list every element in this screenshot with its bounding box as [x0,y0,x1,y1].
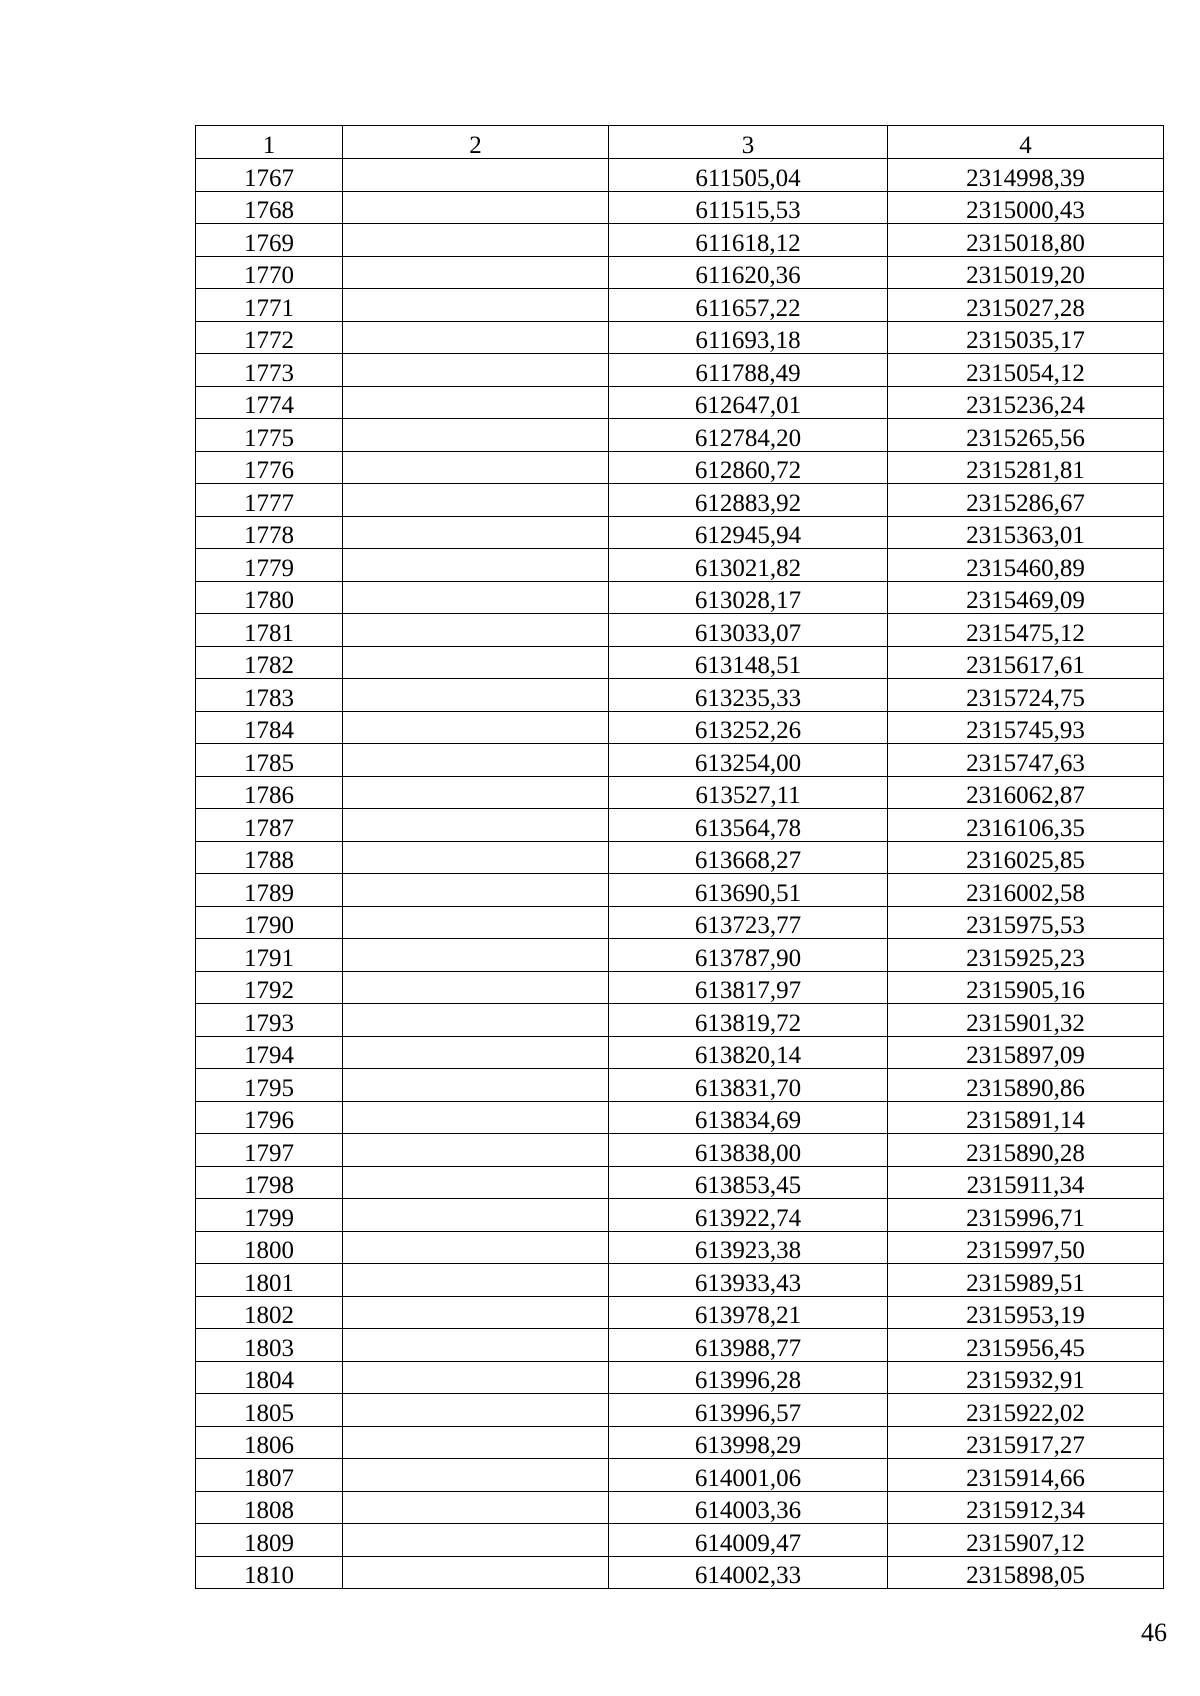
x-coordinate-cell: 614003,36 [609,1491,888,1524]
table-row [196,1524,1164,1557]
y-coordinate-cell: 2315997,50 [888,1231,1164,1264]
table-row [196,809,1164,842]
table-row [196,386,1164,419]
empty-cell [343,679,609,712]
y-coordinate-cell: 2315905,16 [888,971,1164,1004]
table-row [196,159,1164,192]
empty-cell [343,1231,609,1264]
point-number-cell: 1772 [196,321,343,354]
table-row [196,1166,1164,1199]
empty-cell [343,581,609,614]
x-coordinate-cell: 613853,45 [609,1166,888,1199]
y-coordinate-cell: 2316002,58 [888,874,1164,907]
y-coordinate-cell: 2315925,23 [888,939,1164,972]
x-coordinate-cell: 613787,90 [609,939,888,972]
table-row [196,549,1164,582]
empty-cell [343,354,609,387]
x-coordinate-cell: 613978,21 [609,1296,888,1329]
y-coordinate-cell: 2315018,80 [888,224,1164,257]
point-number-cell: 1767 [196,159,343,192]
x-coordinate-cell: 611693,18 [609,321,888,354]
x-coordinate-cell: 613820,14 [609,1036,888,1069]
y-coordinate-cell: 2315897,09 [888,1036,1164,1069]
x-coordinate-cell: 614009,47 [609,1524,888,1557]
point-number-cell: 1788 [196,841,343,874]
table-row [196,906,1164,939]
empty-cell [343,646,609,679]
point-number-cell: 1780 [196,581,343,614]
empty-cell [343,1101,609,1134]
point-number-cell: 1776 [196,451,343,484]
y-coordinate-cell: 2315363,01 [888,516,1164,549]
coordinates-table [195,125,1164,1589]
table-header-row [196,126,1164,159]
x-coordinate-cell: 611620,36 [609,256,888,289]
point-number-cell: 1778 [196,516,343,549]
x-coordinate-cell: 613831,70 [609,1069,888,1102]
empty-cell [343,321,609,354]
empty-cell [343,614,609,647]
empty-cell [343,1459,609,1492]
table-row [196,1134,1164,1167]
table-row [196,354,1164,387]
y-coordinate-cell: 2315914,66 [888,1459,1164,1492]
x-coordinate-cell: 612883,92 [609,484,888,517]
column-header-2: 2 [343,126,609,159]
y-coordinate-cell: 2314998,39 [888,159,1164,192]
y-coordinate-cell: 2315890,86 [888,1069,1164,1102]
table-row [196,516,1164,549]
point-number-cell: 1787 [196,809,343,842]
table-row [196,744,1164,777]
table-row [196,971,1164,1004]
empty-cell [343,1329,609,1362]
x-coordinate-cell: 613148,51 [609,646,888,679]
table-row [196,1459,1164,1492]
table-row [196,646,1164,679]
y-coordinate-cell: 2315745,93 [888,711,1164,744]
empty-cell [343,906,609,939]
point-number-cell: 1802 [196,1296,343,1329]
x-coordinate-cell: 614002,33 [609,1556,888,1589]
point-number-cell: 1792 [196,971,343,1004]
point-number-cell: 1786 [196,776,343,809]
empty-cell [343,1394,609,1427]
point-number-cell: 1781 [196,614,343,647]
x-coordinate-cell: 613028,17 [609,581,888,614]
point-number-cell: 1800 [196,1231,343,1264]
y-coordinate-cell: 2315912,34 [888,1491,1164,1524]
y-coordinate-cell: 2315891,14 [888,1101,1164,1134]
x-coordinate-cell: 613988,77 [609,1329,888,1362]
y-coordinate-cell: 2315932,91 [888,1361,1164,1394]
empty-cell [343,256,609,289]
x-coordinate-cell: 612860,72 [609,451,888,484]
empty-cell [343,1069,609,1102]
x-coordinate-cell: 611788,49 [609,354,888,387]
column-header-1: 1 [196,126,343,159]
point-number-cell: 1803 [196,1329,343,1362]
empty-cell [343,809,609,842]
table-row [196,711,1164,744]
column-header-3: 3 [609,126,888,159]
point-number-cell: 1797 [196,1134,343,1167]
empty-cell [343,1491,609,1524]
table-row [196,1199,1164,1232]
empty-cell [343,451,609,484]
empty-cell [343,1524,609,1557]
table-row [196,289,1164,322]
table-row [196,1231,1164,1264]
y-coordinate-cell: 2315890,28 [888,1134,1164,1167]
point-number-cell: 1793 [196,1004,343,1037]
x-coordinate-cell: 612784,20 [609,419,888,452]
point-number-cell: 1784 [196,711,343,744]
table-row [196,1264,1164,1297]
point-number-cell: 1810 [196,1556,343,1589]
table-row [196,1394,1164,1427]
point-number-cell: 1773 [196,354,343,387]
empty-cell [343,939,609,972]
point-number-cell: 1804 [196,1361,343,1394]
y-coordinate-cell: 2315747,63 [888,744,1164,777]
y-coordinate-cell: 2315000,43 [888,191,1164,224]
empty-cell [343,1426,609,1459]
page-number: 46 [1141,1618,1167,1647]
x-coordinate-cell: 613254,00 [609,744,888,777]
x-coordinate-cell: 611505,04 [609,159,888,192]
x-coordinate-cell: 613923,38 [609,1231,888,1264]
point-number-cell: 1791 [196,939,343,972]
y-coordinate-cell: 2315975,53 [888,906,1164,939]
empty-cell [343,386,609,419]
y-coordinate-cell: 2315911,34 [888,1166,1164,1199]
table-row [196,1004,1164,1037]
point-number-cell: 1774 [196,386,343,419]
point-number-cell: 1769 [196,224,343,257]
table-row [196,614,1164,647]
point-number-cell: 1785 [196,744,343,777]
table-row [196,321,1164,354]
empty-cell [343,1556,609,1589]
table-row [196,776,1164,809]
point-number-cell: 1809 [196,1524,343,1557]
point-number-cell: 1808 [196,1491,343,1524]
x-coordinate-cell: 613668,27 [609,841,888,874]
point-number-cell: 1806 [196,1426,343,1459]
y-coordinate-cell: 2316106,35 [888,809,1164,842]
table-row [196,1101,1164,1134]
table-row [196,939,1164,972]
y-coordinate-cell: 2315898,05 [888,1556,1164,1589]
y-coordinate-cell: 2315054,12 [888,354,1164,387]
y-coordinate-cell: 2315989,51 [888,1264,1164,1297]
empty-cell [343,159,609,192]
y-coordinate-cell: 2315917,27 [888,1426,1164,1459]
point-number-cell: 1789 [196,874,343,907]
table-row [196,1556,1164,1589]
x-coordinate-cell: 612647,01 [609,386,888,419]
empty-cell [343,1296,609,1329]
x-coordinate-cell: 613933,43 [609,1264,888,1297]
point-number-cell: 1801 [196,1264,343,1297]
table-row [196,874,1164,907]
y-coordinate-cell: 2315236,24 [888,386,1164,419]
table-row [196,1491,1164,1524]
table-row [196,679,1164,712]
empty-cell [343,744,609,777]
x-coordinate-cell: 613817,97 [609,971,888,1004]
empty-cell [343,776,609,809]
x-coordinate-cell: 612945,94 [609,516,888,549]
empty-cell [343,1134,609,1167]
x-coordinate-cell: 611657,22 [609,289,888,322]
empty-cell [343,289,609,322]
point-number-cell: 1799 [196,1199,343,1232]
y-coordinate-cell: 2315035,17 [888,321,1164,354]
point-number-cell: 1775 [196,419,343,452]
table-row [196,1361,1164,1394]
empty-cell [343,419,609,452]
empty-cell [343,549,609,582]
table-row [196,1069,1164,1102]
y-coordinate-cell: 2315460,89 [888,549,1164,582]
column-header-4: 4 [888,126,1164,159]
x-coordinate-cell: 613996,57 [609,1394,888,1427]
point-number-cell: 1794 [196,1036,343,1069]
table-row [196,256,1164,289]
point-number-cell: 1771 [196,289,343,322]
point-number-cell: 1805 [196,1394,343,1427]
empty-cell [343,1036,609,1069]
empty-cell [343,224,609,257]
empty-cell [343,516,609,549]
y-coordinate-cell: 2316025,85 [888,841,1164,874]
y-coordinate-cell: 2315469,09 [888,581,1164,614]
empty-cell [343,1166,609,1199]
y-coordinate-cell: 2315953,19 [888,1296,1164,1329]
empty-cell [343,841,609,874]
point-number-cell: 1779 [196,549,343,582]
x-coordinate-cell: 613235,33 [609,679,888,712]
table-row [196,224,1164,257]
empty-cell [343,1361,609,1394]
x-coordinate-cell: 613998,29 [609,1426,888,1459]
x-coordinate-cell: 613021,82 [609,549,888,582]
table-row [196,1329,1164,1362]
table-row [196,581,1164,614]
y-coordinate-cell: 2315286,67 [888,484,1164,517]
x-coordinate-cell: 613819,72 [609,1004,888,1037]
x-coordinate-cell: 611515,53 [609,191,888,224]
point-number-cell: 1777 [196,484,343,517]
empty-cell [343,874,609,907]
empty-cell [343,711,609,744]
x-coordinate-cell: 614001,06 [609,1459,888,1492]
x-coordinate-cell: 613838,00 [609,1134,888,1167]
empty-cell [343,1199,609,1232]
y-coordinate-cell: 2315281,81 [888,451,1164,484]
table-row [196,419,1164,452]
empty-cell [343,191,609,224]
point-number-cell: 1796 [196,1101,343,1134]
table-row [196,451,1164,484]
y-coordinate-cell: 2315996,71 [888,1199,1164,1232]
x-coordinate-cell: 613564,78 [609,809,888,842]
y-coordinate-cell: 2315907,12 [888,1524,1164,1557]
y-coordinate-cell: 2315901,32 [888,1004,1164,1037]
y-coordinate-cell: 2315956,45 [888,1329,1164,1362]
y-coordinate-cell: 2315475,12 [888,614,1164,647]
point-number-cell: 1782 [196,646,343,679]
table-row [196,191,1164,224]
point-number-cell: 1798 [196,1166,343,1199]
x-coordinate-cell: 613996,28 [609,1361,888,1394]
empty-cell [343,971,609,1004]
point-number-cell: 1795 [196,1069,343,1102]
point-number-cell: 1768 [196,191,343,224]
x-coordinate-cell: 613922,74 [609,1199,888,1232]
table-row [196,484,1164,517]
table-row [196,841,1164,874]
y-coordinate-cell: 2315724,75 [888,679,1164,712]
x-coordinate-cell: 613690,51 [609,874,888,907]
x-coordinate-cell: 611618,12 [609,224,888,257]
empty-cell [343,484,609,517]
y-coordinate-cell: 2315265,56 [888,419,1164,452]
point-number-cell: 1770 [196,256,343,289]
point-number-cell: 1783 [196,679,343,712]
x-coordinate-cell: 613252,26 [609,711,888,744]
x-coordinate-cell: 613834,69 [609,1101,888,1134]
x-coordinate-cell: 613527,11 [609,776,888,809]
table-body [196,159,1164,1589]
table-row [196,1426,1164,1459]
point-number-cell: 1790 [196,906,343,939]
y-coordinate-cell: 2315617,61 [888,646,1164,679]
table-row [196,1036,1164,1069]
y-coordinate-cell: 2315027,28 [888,289,1164,322]
point-number-cell: 1807 [196,1459,343,1492]
x-coordinate-cell: 613723,77 [609,906,888,939]
y-coordinate-cell: 2316062,87 [888,776,1164,809]
y-coordinate-cell: 2315019,20 [888,256,1164,289]
table-row [196,1296,1164,1329]
y-coordinate-cell: 2315922,02 [888,1394,1164,1427]
x-coordinate-cell: 613033,07 [609,614,888,647]
empty-cell [343,1004,609,1037]
empty-cell [343,1264,609,1297]
